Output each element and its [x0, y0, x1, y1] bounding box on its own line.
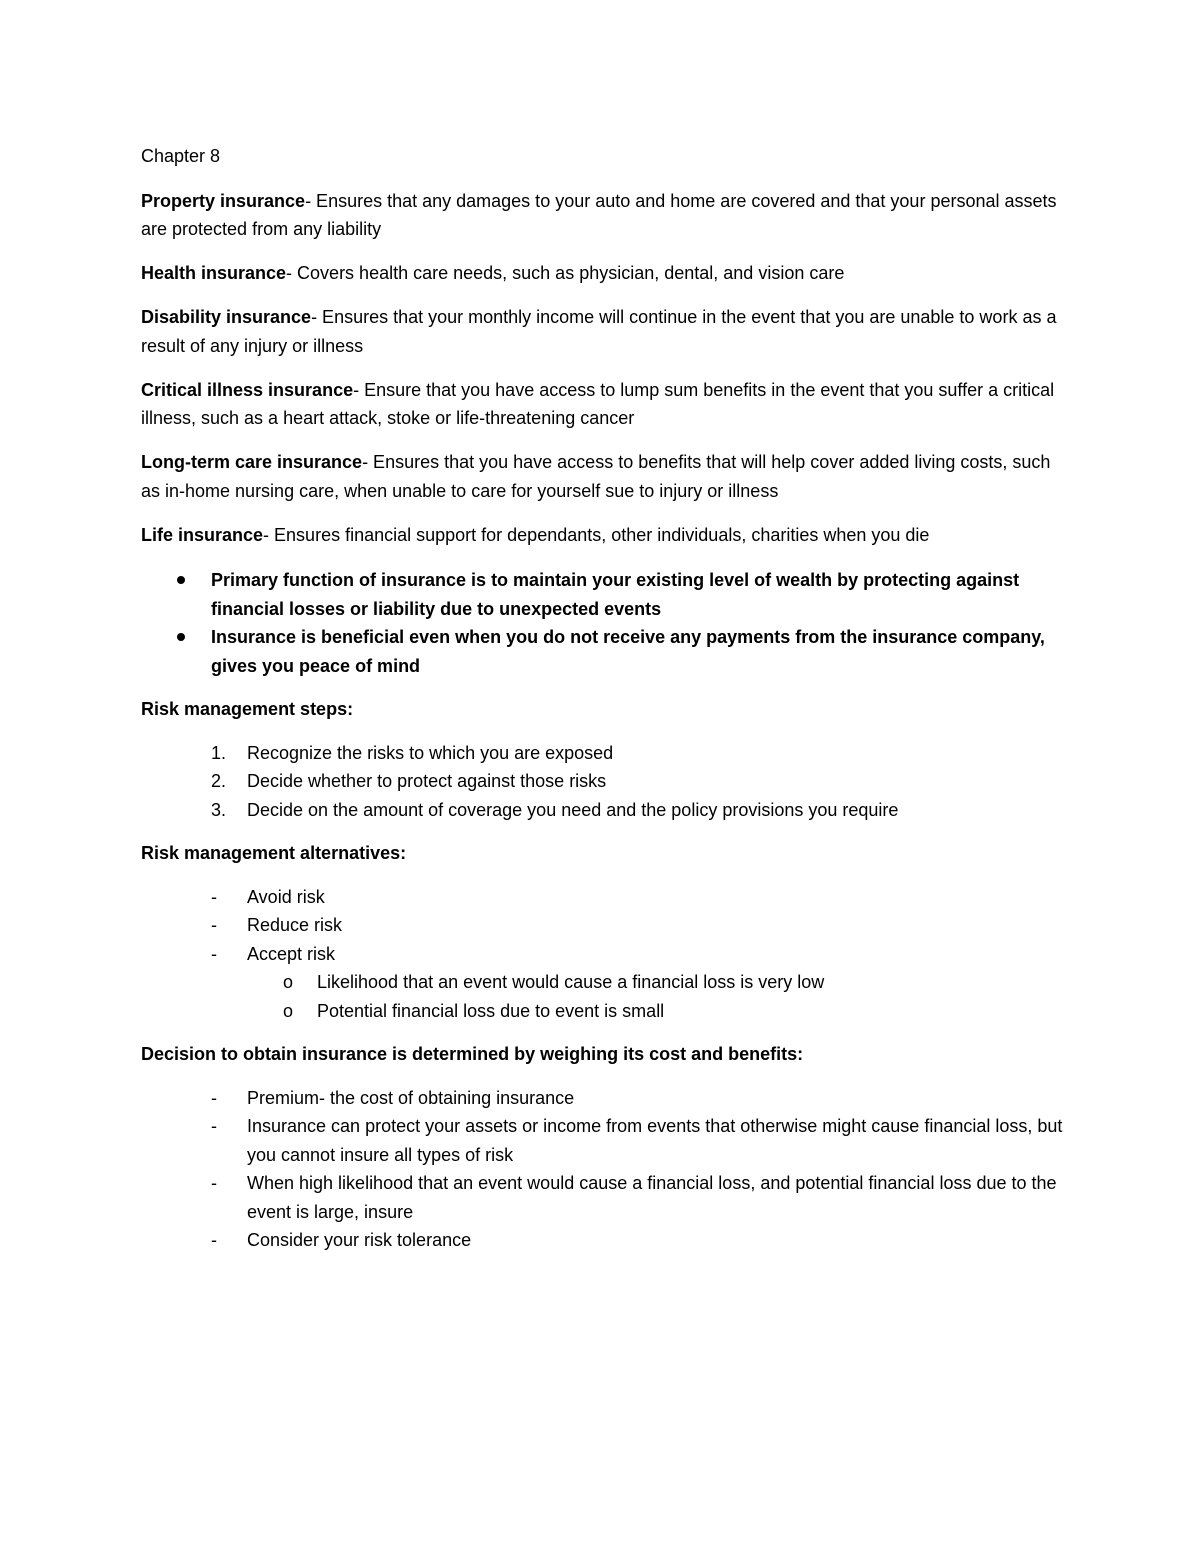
document-body — [141, 142, 1071, 1270]
decision-list — [141, 1084, 1071, 1255]
definition-life — [141, 521, 1071, 550]
list-item — [141, 623, 1071, 680]
list-item-text: Consider your risk tolerance — [247, 1230, 472, 1250]
risk-alternatives-heading: Risk management alternatives: — [141, 843, 407, 863]
risk-steps-heading: Risk management steps: — [141, 699, 354, 719]
definition-term: Life insurance — [141, 524, 264, 545]
sub-list-item — [141, 997, 1071, 1026]
list-item-text: Premium- the cost of obtaining insurance — [247, 1087, 575, 1108]
dash-marker: - — [211, 886, 217, 907]
definition-long-term-care — [141, 448, 1071, 505]
definition-health — [141, 259, 1071, 288]
list-item — [141, 1226, 1071, 1255]
chapter-title: Chapter 8 — [141, 146, 221, 166]
definition-text: - Ensure that you have access to lump sum benefits in the event that you suffer a critical illness, such as a heart attack, stoke or life-threatening cancer — [141, 379, 1055, 428]
risk-alternatives-list — [141, 883, 1071, 1026]
list-item-text: Recognize the risks to which you are exposed — [247, 742, 614, 763]
dash-marker: - — [211, 943, 217, 964]
list-item-text: Accept risk — [247, 943, 336, 964]
definition-property — [141, 187, 1071, 244]
list-item — [141, 883, 1071, 912]
list-item — [141, 1112, 1071, 1169]
list-item-text: Primary function of insurance is to maintain your existing level of wealth by protecting against financial losses or liability due to unexpected events — [211, 570, 1020, 619]
definition-term: Long-term care insurance — [141, 452, 363, 472]
list-item — [141, 796, 1071, 825]
list-item — [141, 767, 1071, 796]
list-item-text: Insurance can protect your assets or income from events that otherwise might cause financial loss, but you cannot insure all types of risk — [247, 1116, 1063, 1165]
definition-critical-illness — [141, 376, 1071, 433]
dash-marker: - — [211, 1116, 217, 1136]
decision-heading: Decision to obtain insurance is determined by weighing its cost and benefits: — [141, 1044, 804, 1064]
bullet-icon — [177, 633, 185, 641]
list-item-text: Avoid risk — [247, 886, 325, 907]
list-item — [141, 1169, 1071, 1226]
definition-text: - Ensures that any damages to your auto and home are covered and that your personal assets are protected from any liability — [141, 190, 1057, 239]
sub-list-item — [141, 968, 1071, 997]
definition-disability — [141, 303, 1071, 360]
definition-term: Critical illness insurance — [141, 379, 354, 400]
list-item — [141, 739, 1071, 768]
list-number: 1. — [211, 742, 227, 763]
key-points-list — [141, 566, 1071, 680]
list-item — [141, 911, 1071, 940]
bullet-icon — [177, 576, 185, 584]
dash-marker: - — [211, 1230, 217, 1250]
dash-marker: - — [211, 915, 217, 935]
list-item — [141, 940, 1071, 969]
list-item — [141, 1084, 1071, 1113]
dash-marker: - — [211, 1087, 217, 1108]
list-item-text: When high likelihood that an event would cause a financial loss, and potential financial loss due to the event is large, insure — [247, 1173, 1057, 1222]
list-item-text: Potential financial loss due to event is small — [317, 1000, 665, 1021]
risk-steps-list — [141, 739, 1071, 825]
definition-term: Property insurance — [141, 190, 306, 211]
list-item-text: Likelihood that an event would cause a financial loss is very low — [317, 972, 825, 992]
list-item-text: Decide whether to protect against those risks — [247, 771, 607, 791]
dash-marker: - — [211, 1173, 217, 1193]
definition-text: - Ensures that your monthly income will continue in the event that you are unable to work as a result of any injury or illness — [141, 307, 1057, 356]
definition-text: - Ensures that you have access to benefits that will help cover added living costs, such as in-home nursing care, when unable to care for yourself sue to injury or illness — [141, 452, 1051, 501]
list-number: 2. — [211, 771, 227, 791]
list-number: 3. — [211, 799, 227, 820]
definition-term: Health insurance — [141, 263, 287, 283]
list-item-text: Decide on the amount of coverage you need and the policy provisions you require — [247, 799, 899, 820]
list-item-text: Insurance is beneficial even when you do not receive any payments from the insurance company, gives you peace of mind — [211, 627, 1045, 676]
sub-bullet-marker: o — [283, 972, 294, 992]
sub-bullet-marker: o — [283, 1000, 294, 1021]
list-item — [141, 566, 1071, 623]
definition-text: - Ensures financial support for dependants, other individuals, charities when you die — [263, 524, 930, 545]
definition-text: - Covers health care needs, such as physician, dental, and vision care — [286, 263, 845, 283]
definition-term: Disability insurance — [141, 307, 312, 327]
list-item-text: Reduce risk — [247, 915, 343, 935]
